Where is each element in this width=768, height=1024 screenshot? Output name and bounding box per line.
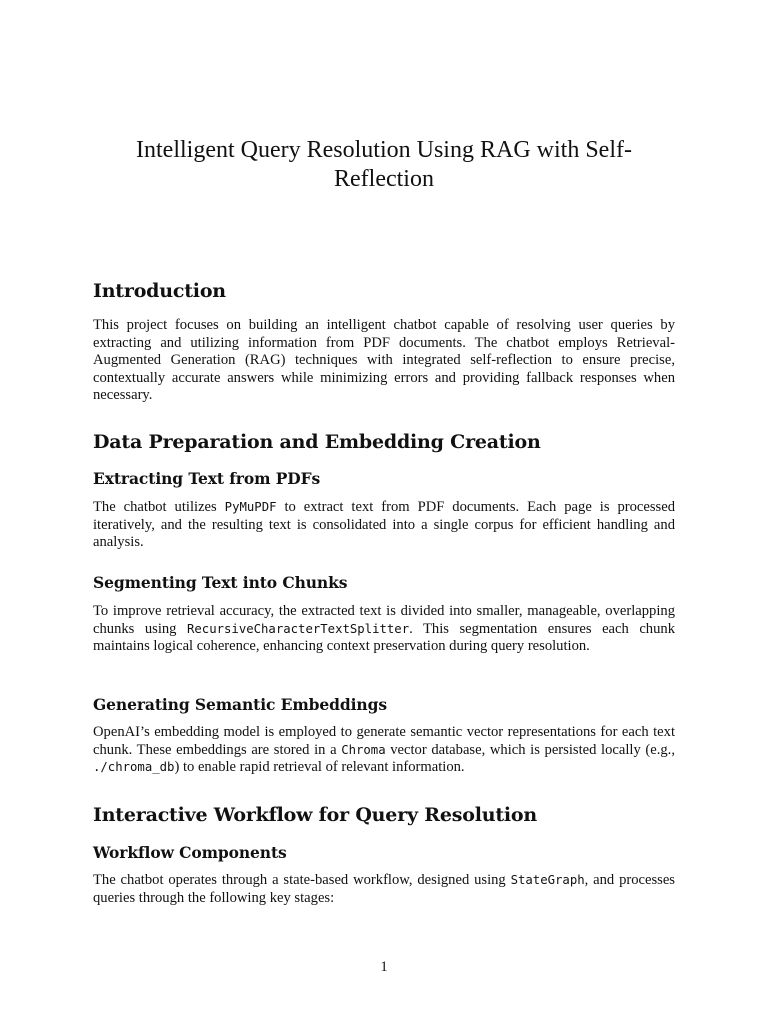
semantic-embeddings-subsection xyxy=(93,695,675,715)
segmenting-text-paragraph-block xyxy=(93,603,675,656)
subsection-heading-workflow-components: Workflow Components xyxy=(93,843,287,862)
paragraph-text: OpenAI’s embedding model is employed to generate semantic vector representations for each text chunk. These embeddings are stored in a xyxy=(93,724,675,758)
introduction-paragraph-block xyxy=(93,317,675,405)
semantic-embeddings-paragraph xyxy=(93,724,675,777)
introduction-paragraph: This project focuses on building an intelligent chatbot capable of resolving user queries by extracting and utilizing information from PDF documents. The chatbot employs Retrieval-Augmented Generation (RAG) techniques with integrated self-reflection to ensure precise, contextually accurate answers while minimizing errors and providing fallback responses when necessary. xyxy=(93,317,675,404)
subsection-heading-segmenting-text: Segmenting Text into Chunks xyxy=(93,573,348,592)
subsection-heading-semantic-embeddings: Generating Semantic Embeddings xyxy=(93,695,387,714)
paragraph-text: The chatbot operates through a state-based workflow, designed using xyxy=(93,872,511,888)
subsection-heading-extracting-text: Extracting Text from PDFs xyxy=(93,469,321,488)
extracting-text-subsection xyxy=(93,469,675,489)
inline-code-pymupdf: PyMuPDF xyxy=(224,500,277,514)
extracting-text-paragraph xyxy=(93,499,675,552)
extracting-text-paragraph-block xyxy=(93,499,675,552)
workflow-components-subsection xyxy=(93,843,675,863)
workflow-components-paragraph xyxy=(93,872,675,907)
document-title: Intelligent Query Resolution Using RAG with Self-Reflection xyxy=(136,137,632,192)
interactive-workflow-section xyxy=(93,803,675,827)
paragraph-text: ) to enable rapid retrieval of relevant information. xyxy=(174,759,465,776)
segmenting-text-subsection xyxy=(93,573,675,593)
paragraph-text: vector database, which is persisted locally (e.g., xyxy=(385,741,675,758)
data-preparation-section xyxy=(93,430,675,454)
paragraph-text: , and processes queries through the following key stages: xyxy=(93,872,675,906)
inline-code-stategraph: StateGraph xyxy=(510,873,585,887)
semantic-embeddings-paragraph-block xyxy=(93,724,675,777)
workflow-components-paragraph-block xyxy=(93,872,675,907)
paragraph-text: to extract text from PDF documents. Each page is processed iteratively, and the resulting text is consolidated into a single corpus for efficient handling and analysis. xyxy=(93,499,675,551)
section-heading-data-preparation: Data Preparation and Embedding Creation xyxy=(93,431,541,453)
inline-code-chroma: Chroma xyxy=(341,742,386,757)
paragraph-text: The chatbot utilizes xyxy=(93,499,225,515)
section-heading-introduction: Introduction xyxy=(93,280,226,302)
segmenting-text-paragraph xyxy=(93,603,675,656)
paragraph-text: To improve retrieval accuracy, the extracted text is divided into smaller, manageable, overlapping chunks using xyxy=(93,603,675,637)
paragraph-text: . This segmentation ensures each chunk maintains logical coherence, enhancing context preservation during query resolution. xyxy=(93,620,675,655)
introduction-section xyxy=(93,279,675,303)
section-heading-interactive-workflow: Interactive Workflow for Query Resolution xyxy=(93,804,538,826)
page-number: 1 xyxy=(380,959,388,975)
inline-code-chroma-db-path: ./chroma_db xyxy=(93,760,175,775)
inline-code-text-splitter: RecursiveCharacterTextSplitter xyxy=(187,621,410,636)
